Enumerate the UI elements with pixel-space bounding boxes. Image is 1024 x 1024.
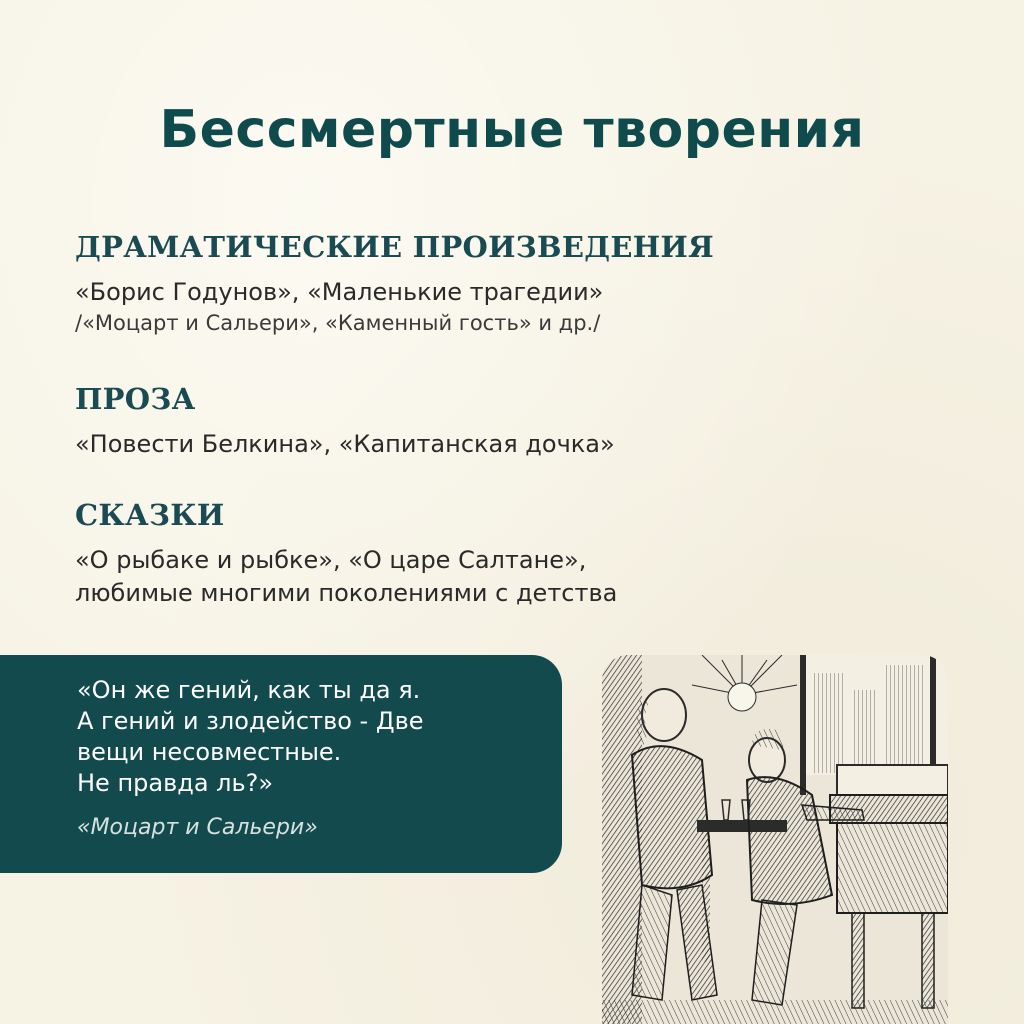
section-text: «О рыбаке и рыбке», «О царе Салтане», [75, 546, 587, 574]
quote-source: «Моцарт и Сальери» [77, 815, 318, 840]
engraving-illustration [602, 655, 948, 1024]
section-tales [75, 498, 964, 610]
section-heading: СКАЗКИ [75, 498, 225, 532]
quote-line: «Он же гений, как ты да я. [77, 676, 421, 704]
section-note: /«Моцарт и Сальери», «Каменный гость» и др./ [75, 311, 601, 335]
quote-line: А гений и злодейство - Две [77, 707, 424, 735]
quote-line: вещи несовместные. [77, 738, 342, 766]
section-text: «Повести Белкина», «Капитанская дочка» [75, 430, 615, 458]
section-text: любимые многими поколениями с детства [75, 579, 618, 607]
quote-line: Не правда ль?» [77, 769, 274, 797]
quote-box [0, 655, 562, 873]
page-title: Бессмертные творения [159, 100, 865, 160]
section-drama [75, 230, 964, 337]
section-heading: ДРАМАТИЧЕСКИЕ ПРОИЗВЕДЕНИЯ [75, 230, 715, 264]
section-prose [75, 382, 964, 461]
engraving-image [602, 655, 948, 1024]
section-text: «Борис Годунов», «Маленькие трагедии» [75, 278, 604, 306]
section-heading: ПРОЗА [75, 382, 196, 416]
